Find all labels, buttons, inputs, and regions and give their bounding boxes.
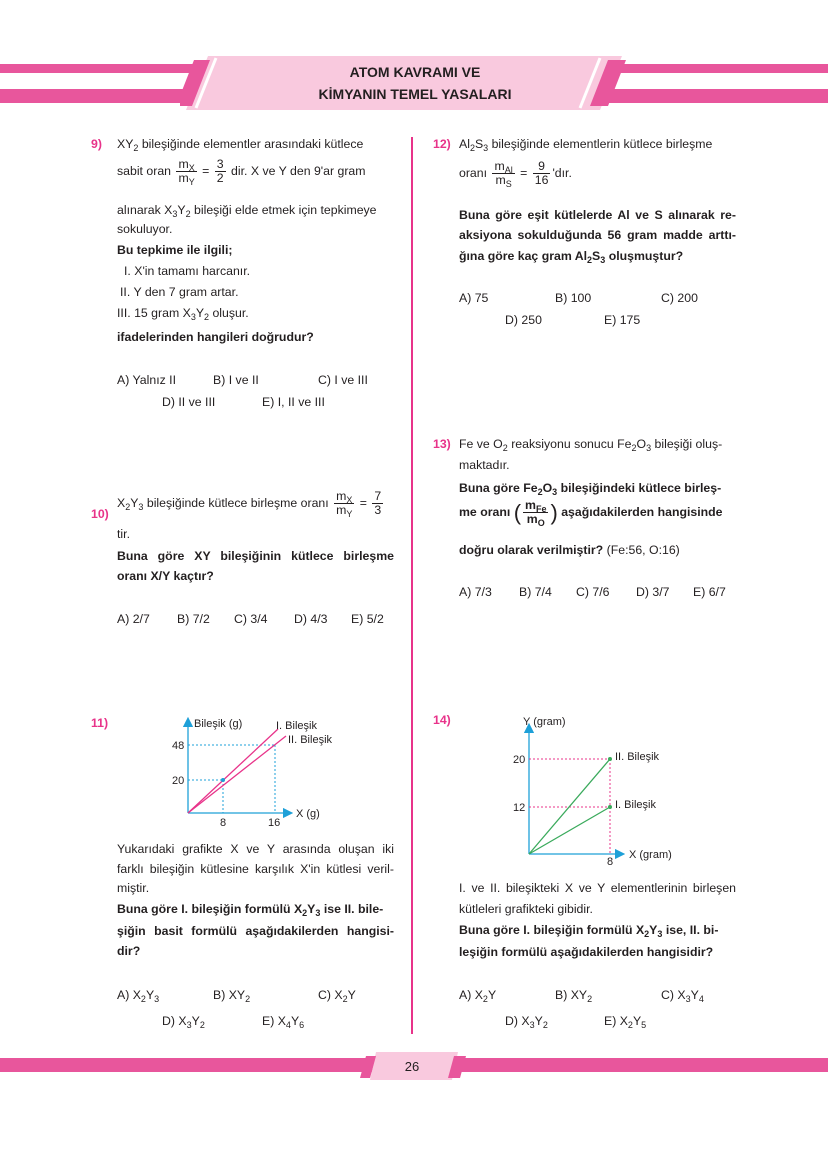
question-text: I. ve II. bileşikteki X ve Y elementlerinin birleşen xyxy=(459,881,736,895)
compound-1-line xyxy=(188,729,278,813)
series-label: II. Bileşik xyxy=(615,751,660,763)
question-prompt: Buna göre $Fe_2O_3$ bileşiğindeki kütlece birleş- xyxy=(459,481,722,497)
question-prompt: leşiğin formülü aşağıdakilerden hangisidir? xyxy=(459,945,714,959)
question-number: 12) xyxy=(433,137,451,151)
option-d[interactable]: D) $X_3Y_2$ xyxy=(162,1014,205,1030)
option-d[interactable]: D) II ve III xyxy=(162,395,216,409)
question-number: 9) xyxy=(91,137,102,151)
question-text: alınarak $X_3Y_2$ bileşiği elde etmek için tepkimeye xyxy=(117,203,377,219)
data-point xyxy=(608,757,612,761)
option-b[interactable]: B) 7/2 xyxy=(177,612,210,626)
question-number: 14) xyxy=(433,713,451,727)
mass-ratio-fraction: $\frac{m_{Al}}{m_S}$ xyxy=(494,159,513,189)
option-b[interactable]: B) 7/4 xyxy=(519,585,552,599)
question-prompt: Buna göre XY bileşiğinin kütlece birleşme xyxy=(117,549,394,563)
y-tick-label: 12 xyxy=(513,802,526,814)
question-prompt: dir? xyxy=(117,944,141,958)
option-b[interactable]: B) I ve II xyxy=(213,373,259,387)
question-prompt: Buna göre eşit kütlelerde Al ve S alınarak re- xyxy=(459,208,736,222)
mass-ratio-fraction: $\frac{m_X}{m_Y}$ xyxy=(336,489,353,519)
y-tick-label: 20 xyxy=(172,775,185,787)
option-c[interactable]: C) 3/4 xyxy=(234,612,268,626)
option-e[interactable]: E) 175 xyxy=(604,313,641,327)
option-c[interactable]: C) I ve III xyxy=(318,373,368,387)
ratio-value-fraction: $\frac{9}{16}$ xyxy=(534,159,549,187)
question-text: sokuluyor. xyxy=(117,222,173,236)
question-text: $X_2Y_3$ bileşiğinde kütlece birleşme oranı $\frac{m_X}{m_Y}$ = $\frac{7}{3}$ xyxy=(117,489,382,519)
x-axis-label: X (g) xyxy=(296,808,320,820)
y-tick-label: 48 xyxy=(172,740,185,752)
page-title-line2: KİMYANIN TEMEL YASALARI xyxy=(318,86,512,102)
question-number: 10) xyxy=(91,507,109,521)
question-number: 11) xyxy=(91,716,109,730)
question-prompt: oranı X/Y kaçtır? xyxy=(117,569,214,583)
question-text: farklı bileşiğin kütlesine karşılık X'in kütlesi veril- xyxy=(117,862,394,876)
option-a[interactable]: A) 2/7 xyxy=(117,612,150,626)
question-text: maktadır. xyxy=(459,458,510,472)
option-a[interactable]: A) $X_2Y_3$ xyxy=(117,988,160,1004)
question-prompt: doğru olarak verilmiştir? (Fe:56, O:16) xyxy=(459,543,680,557)
option-a[interactable]: A) 75 xyxy=(459,291,489,305)
question-text: $XY_2$ bileşiğinde elementler arasındaki kütlece xyxy=(117,137,364,153)
question-number: 13) xyxy=(433,437,451,451)
y-tick-label: 20 xyxy=(513,754,526,766)
option-a[interactable]: A) 7/3 xyxy=(459,585,492,599)
question-prompt: ğına göre kaç gram $Al_2S_3$ oluşmuştur? xyxy=(459,249,684,265)
compound-2-line xyxy=(188,736,286,813)
option-d[interactable]: D) 3/7 xyxy=(636,585,670,599)
question-prompt: aksiyona sokulduğunda 56 gram madde arttı- xyxy=(459,228,736,242)
option-e[interactable]: E) 5/2 xyxy=(351,612,384,626)
question-text: $Al_2S_3$ bileşiğinde elementlerin kütlece birleşme xyxy=(459,137,713,153)
statement-1: I. X'in tamamı harcanır. xyxy=(124,264,251,278)
q14-graph xyxy=(505,713,705,868)
series-label: I. Bileşik xyxy=(615,799,656,811)
question-text: Yukarıdaki grafikte X ve Y arasında oluşan iki xyxy=(117,842,394,856)
question-stem: Bu tepkime ile ilgili; xyxy=(117,243,233,257)
question-prompt: me oranı ( $\frac{m_{Fe}}{m_O}$ ) aşağıdakilerden hangisinde xyxy=(459,498,723,528)
data-point xyxy=(608,805,612,809)
option-c[interactable]: C) $X_2Y$ xyxy=(318,988,356,1004)
option-e[interactable]: E) 6/7 xyxy=(693,585,726,599)
option-e[interactable]: E) I, II ve III xyxy=(262,395,325,409)
question-text: miştir. xyxy=(117,881,150,895)
option-b[interactable]: B) $XY_2$ xyxy=(213,988,251,1004)
question-text: oranı $\frac{m_{Al}}{m_S}$ = $\frac{9}{16}$ 'dır. xyxy=(459,159,572,189)
question-prompt: ifadelerinden hangileri doğrudur? xyxy=(117,330,314,344)
option-d[interactable]: D) 4/3 xyxy=(294,612,328,626)
option-a[interactable]: A) $X_2Y$ xyxy=(459,988,497,1004)
x-tick-label: 16 xyxy=(268,817,281,829)
option-c[interactable]: C) 200 xyxy=(661,291,698,305)
question-text: sabit oran $\frac{m_X}{m_Y}$ = $\frac{3}{2}$ dir. X ve Y den 9'ar gram xyxy=(117,157,366,187)
ratio-value-fraction: $\frac{3}{2}$ xyxy=(216,157,224,185)
statement-3: III. 15 gram $X_3Y_2$ oluşur. xyxy=(117,306,249,322)
y-axis-label: Bileşik (g) xyxy=(194,718,243,730)
compound-1-line xyxy=(529,807,610,854)
y-axis-label: Y (gram) xyxy=(523,716,566,728)
page-number: 26 xyxy=(404,1059,420,1074)
option-c[interactable]: C) $X_3Y_4$ xyxy=(661,988,704,1004)
mass-ratio-fraction: $\frac{m_X}{m_Y}$ xyxy=(178,157,195,187)
question-text: tir. xyxy=(117,527,130,541)
question-prompt: Buna göre I. bileşiğin formülü $X_2Y_3$ ise, II. bi- xyxy=(459,923,719,939)
question-text: kütleleri grafikteki gibidir. xyxy=(459,902,593,916)
mass-ratio-fraction: $\frac{m_{Fe}}{m_O}$ xyxy=(525,498,547,528)
question-prompt: Buna göre I. bileşiğin formülü $X_2Y_3$ ise II. bile- xyxy=(117,902,384,918)
option-e[interactable]: E) $X_2Y_5$ xyxy=(604,1014,647,1030)
q11-graph xyxy=(160,712,360,834)
column-divider xyxy=(411,137,413,1034)
option-d[interactable]: D) 250 xyxy=(505,313,542,327)
option-e[interactable]: E) $X_4Y_6$ xyxy=(262,1014,305,1030)
series-label: II. Bileşik xyxy=(288,734,333,746)
x-tick-label: 8 xyxy=(220,817,227,829)
option-d[interactable]: D) $X_3Y_2$ xyxy=(505,1014,548,1030)
option-b[interactable]: B) 100 xyxy=(555,291,592,305)
page-title-line1: ATOM KAVRAMI VE xyxy=(349,64,481,80)
question-text: Fe ve $O_2$ reaksiyonu sonucu $Fe_2O_3$ bileşiği oluş- xyxy=(459,437,723,453)
option-b[interactable]: B) $XY_2$ xyxy=(555,988,593,1004)
data-point xyxy=(221,778,225,782)
option-a[interactable]: A) Yalnız II xyxy=(117,373,177,387)
question-prompt: şiğin basit formülü aşağıdakilerden hangisi- xyxy=(117,924,394,938)
ratio-value-fraction: $\frac{7}{3}$ xyxy=(374,489,382,517)
x-tick-label: 8 xyxy=(607,856,614,868)
header-title-plate xyxy=(180,54,650,114)
option-c[interactable]: C) 7/6 xyxy=(576,585,610,599)
x-axis-label: X (gram) xyxy=(629,849,672,861)
series-label: I. Bileşik xyxy=(276,720,317,732)
statement-2: II. Y den 7 gram artar. xyxy=(120,285,239,299)
